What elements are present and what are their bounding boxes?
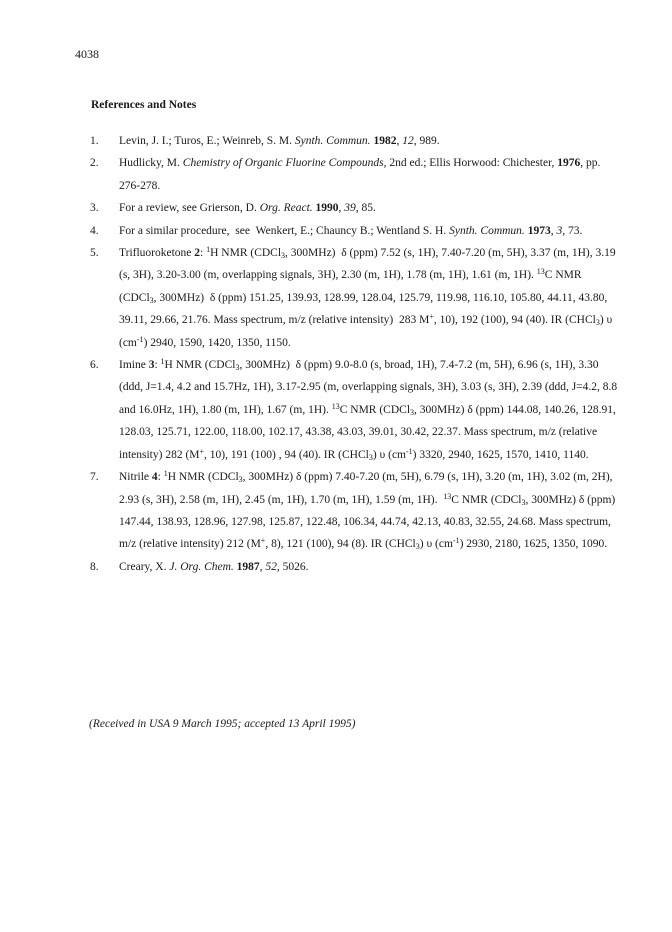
reference-number: 4. [90,224,99,237]
reference-number: 7. [90,471,99,484]
reference-number: 1. [90,135,99,147]
reference-item [91,556,621,578]
reference-item [91,220,621,242]
reference-list [91,130,621,578]
reference-text: Imine 3: $^1$H NMR (CDCl$_3$, 300MHz) δ (ppm) 9.0-8.0 (s, broad, 1H), 7.4-7.2 (m, 5H), 6.96 (s, 1H), 3.30 (ddd, J=1.4, 4.2 and 15.7Hz, 1H), 3.17-2.95 (m, overlapping signals, 3H), 3.03 (s, 3H), 2.39 (ddd, J=4.2, 8.8 and 16.0Hz, 1H), 1.80 (m, 1H), 1.67 (m, 1H). $^{13}$C NMR (CDCl$_3$, 300MHz) δ (ppm) 144.08, 140.26, 128.91, 128.03, 125.71, 122.00, 118.00, 102.17, 43.38, 43.03, 39.01, 30.42, 22.37. Mass spectrum, m/z (relative intensity) 282 (M+, 10), 191 (100) , 94 (40). IR (CHCl$_3$) υ $(cm^{-1})$ 3320, 2940, 1625, 1570, 1410, 1140. [119,357,618,462]
reference-item [91,466,621,556]
reference-number: 2. [90,157,99,170]
reference-number: 6. [90,359,99,372]
reference-number: 3. [90,202,99,215]
reference-item [91,152,621,197]
reference-item [91,242,621,354]
reference-text: Hudlicky, M. Chemistry of Organic Fluorine Compounds, 2nd ed.; Ellis Horwood: Chichester, 1976, pp. 276-278. [119,157,601,192]
reference-text: Creary, X. J. Org. Chem. 1987, 52, 5026. [119,560,309,573]
reference-item [91,197,621,219]
reference-text: Trifluoroketone 2: $^1$H NMR (CDCl$_3$, 300MHz) δ (ppm) 7.52 (s, 1H), 7.40-7.20 (m, 5H), 3.37 (m, 1H), 3.19 (s, 3H), 3.20-3.00 (m, overlapping signals, 3H), 2.30 (m, 1H), 1.78 (m, 1H), 1.61 (m, 1H). $^{13}$C NMR (CDCl$_3$, 300MHz) δ (ppm) 151.25, 139.93, 128.99, 128.04, 125.79, 119.98, 116.10, 105.80, 44.11, 43.80, 39.11, 29.66, 21.76. Mass spectrum, m/z (relative intensity) 283 M+, 10), 192 (100), 94 (40). IR (CHCl$_3$) υ $(cm^{-1})$ 2940, 1590, 1420, 1350, 1150. [119,245,616,349]
reference-number: 5. [90,247,99,260]
reference-text: Levin, J. I.; Turos, E.; Weinreb, S. M. Synth. Commun. 1982, 12, 989. [119,135,440,147]
section-heading: References and Notes [91,99,197,111]
reference-text: For a review, see Grierson, D. Org. React. 1990, 39, 85. [119,202,376,215]
reference-item [91,130,621,152]
reference-text: Nitrile 4: $^1$H NMR (CDCl$_3$, 300MHz) δ (ppm) 7.40-7.20 (m, 5H), 6.79 (s, 1H), 3.20 (m, 1H), 3.02 (m, 2H), 2.93 (s, 3H), 2.58 (m, 1H), 2.45 (m, 1H), 1.70 (m, 1H), 1.59 (m, 1H). $^{13}$C NMR (CDCl$_3$, 300MHz) δ (ppm) 147.44, 138.93, 128.96, 127.98, 125.87, 122.48, 106.34, 44.74, 42.13, 40.83, 32.55, 24.68. Mass spectrum, m/z (relative intensity) 212 (M+, 8), 121 (100), 94 (8). IR (CHCl$_3$) υ $(cm^{-1})$ 2930, 2180, 1625, 1350, 1090. [119,469,616,552]
reference-number: 8. [90,560,99,573]
received-note [89,718,355,730]
reference-text: For a similar procedure, see Wenkert, E.; Chauncy B.; Wentland S. H. Synth. Commun. 1973, 3, 73. [119,224,583,237]
page-number: 4038 [75,47,99,61]
received-text: (Received in USA 9 March 1995; accepted 13 April 1995) [89,718,356,730]
reference-item [91,354,621,466]
